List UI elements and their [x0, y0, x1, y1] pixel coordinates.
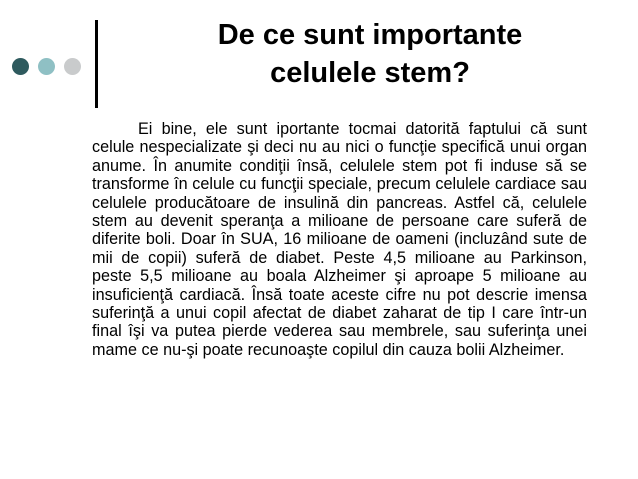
slide-title-line-1: De ce sunt importante [217, 19, 523, 51]
dot-grey [64, 58, 81, 75]
dot-dark-teal [12, 58, 29, 75]
vertical-divider [95, 20, 98, 108]
slide-title [140, 16, 600, 92]
decorative-dots [12, 58, 82, 76]
dot-light-teal [38, 58, 55, 75]
slide-title-line-2: celulele stem? [270, 57, 470, 89]
slide-body-text: Ei bine, ele sunt iportante tocmai datorită faptului că sunt celule nespecializate şi deci nu au nici o funcţie specifică unui organ anume. În anumite condiţii însă, celulele stem pot fi induse să se transforme în celule cu funcţii speciale, precum celulele cardiace sau celulele producătoare de insulină din pancreas. Astfel că, celulele stem au devenit speranţa a milioane de persoane care suferă de diferite boli. Doar în SUA, 16 milioane de oameni (incluzând sute de mii de copii) suferă de diabet. Peste 4,5 milioane au Parkinson, peste 5,5 milioane au boala Alzheimer şi aproape 5 milioane au insuficienţă cardiacă. Însă toate aceste cifre nu pot descrie imensa suferinţă a unui copil afectat de diabet zaharat de tip I care într-un final îşi va putea pierde vederea sau membrele, sau suferinţa unei mame ce nu-şi poate recunoaşte copilul din cauza bolii Alzheimer. [92, 120, 587, 359]
